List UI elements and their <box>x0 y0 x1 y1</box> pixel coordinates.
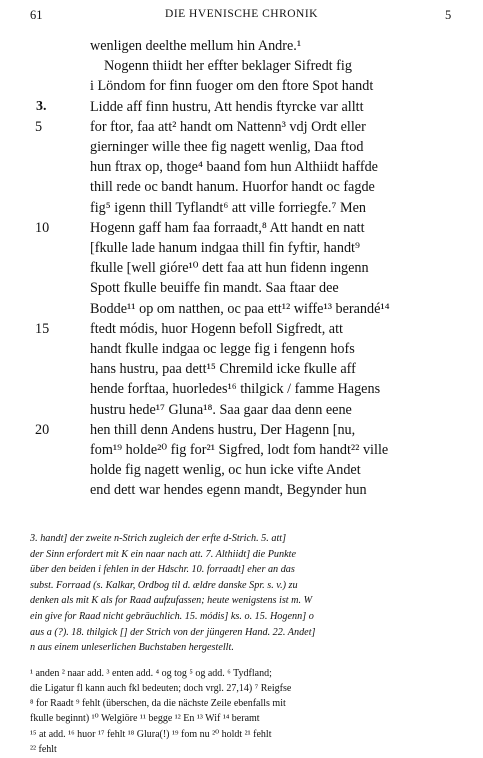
line-text: Hogenn gaff ham faa forraadt,⁸ Att handt en natt <box>90 219 365 236</box>
line-text: handt fkulle indgaa oc legge fig i fengenn hofs <box>90 341 355 357</box>
line-text: i Löndom for finn fuoger om den ftore Spot handt <box>90 78 374 95</box>
line-text: fkulle [well gióre¹⁰ dett faa att hun fidenn ingenn <box>90 260 369 277</box>
page-number-right: 5 <box>445 8 452 22</box>
variant-line: ¹ anden ² naar add. ³ enten add. ⁴ og tog ⁵ og add. ⁶ Tydfland; <box>30 667 272 679</box>
note-line: der Sinn erfordert mit K ein naar nach att. 7. Althiidt] die Punkte <box>30 548 296 560</box>
line-text: end dett war hendes egenn mandt, Begynder hun <box>90 482 367 499</box>
text-line <box>0 78 483 98</box>
line-text: holde fig nagett wenlig, oc hun icke vifte Andet <box>90 462 361 479</box>
line-number: 5 <box>35 118 43 135</box>
line-text: hans hustru, paa dett¹⁵ Chremild icke fkulle aff <box>90 361 356 378</box>
text-line <box>0 240 483 260</box>
text-line <box>0 442 483 462</box>
note-line: ein give for Raad nicht gebräuchlich. 15. módis] ks. o. 15. Hogenn] o <box>30 611 314 622</box>
line-text: Lidde aff finn hustru, Att hendis ftyrcke var alltt <box>90 98 364 115</box>
note-line: aus a (?). 18. thilgick [] der Strich von der jüngeren Hand. 22. Andet] <box>30 626 316 638</box>
running-title: DIE HVENISCHE CHRONIK <box>165 8 318 20</box>
text-line <box>0 38 483 58</box>
line-number: 15 <box>35 320 50 337</box>
text-line <box>0 462 483 482</box>
line-text: fig⁵ igenn thill Tyflandt⁶ att ville forriegfe.⁷ Men <box>90 199 366 216</box>
variant-line: ¹⁵ at add. ¹⁶ huor ¹⁷ fehlt ¹⁸ Glura(!) ¹⁹ fom nu ²⁰ holdt ²¹ fehlt <box>30 728 272 740</box>
line-number: 20 <box>35 421 50 438</box>
text-line <box>0 260 483 280</box>
text-line <box>0 220 483 240</box>
line-text: Spott fkulle beuiffe fin mandt. Saa ftaar dee <box>90 280 339 297</box>
note-line: 3. handt] der zweite n-Strich zugleich der erfte d-Strich. 5. att] <box>30 533 287 544</box>
line-text: hen thill denn Andens hustru, Der Hagenn [nu, <box>90 421 356 438</box>
text-line <box>0 482 483 502</box>
line-text: Bodde¹¹ op om natthen, oc paa ett¹² wiffe¹³ berandé¹⁴ <box>90 300 390 317</box>
text-line <box>0 119 483 139</box>
text-line <box>0 159 483 179</box>
line-text: gierninger wille thee fig nagett wenlig, Daa ftod <box>90 139 364 155</box>
note-line: n aus einem unleserlichen Buchstaben hergestellt. <box>30 642 234 654</box>
line-text: [fkulle lade hanum indgaa thill fin fyftir, handt⁹ <box>90 240 360 256</box>
text-line <box>0 280 483 300</box>
line-text: hende forftaa, huorledes¹⁶ thilgick / famme Hagens <box>90 381 381 398</box>
page-header <box>0 8 483 24</box>
note-line: über den beiden i fehlen in der Hdschr. 10. forraadt] eher an das <box>30 564 295 576</box>
text-line <box>0 422 483 442</box>
variant-line: ²² fehlt <box>30 743 57 755</box>
line-text: ftedt módis, huor Hogenn befoll Sigfredt, att <box>90 320 343 337</box>
line-text: for ftor, faa att² handt om Nattenn³ vdj Ordt eller <box>90 118 366 135</box>
line-text: fom¹⁹ holde²⁰ fig for²¹ Sigfred, lodt fom handt²² ville <box>90 442 389 458</box>
note-line: subst. Forraad (s. Kalkar, Ordbog til d. ældre danske Spr. s. v.) zu <box>30 579 298 591</box>
text-line <box>0 402 483 422</box>
section-marker: 3. <box>36 99 47 114</box>
variant-line: fkulle beginnt) ¹⁰ Welgiöre ¹¹ begge ¹² En ¹³ Wif ¹⁴ beramt <box>30 713 260 725</box>
line-text: hustru hede¹⁷ Gluna¹⁸. Saa gaar daa denn eene <box>90 401 352 418</box>
text-line <box>0 58 483 78</box>
text-line <box>0 361 483 381</box>
variant-line: die Ligatur fl kann auch fkl bedeuten; doch vrgl. 27,14) ⁷ Reigfse <box>30 683 292 694</box>
line-text: Nogenn thiidt her effter beklager Sifredt fig <box>104 58 352 75</box>
text-line <box>0 200 483 220</box>
line-text: thill rede oc bandt hanum. Huorfor handt oc fagde <box>90 179 375 196</box>
text-line <box>0 341 483 361</box>
variant-line: ⁸ for Raadt ⁹ fehlt (überschen, da die nächste Zeile ebenfalls mit <box>30 698 286 710</box>
text-line <box>0 381 483 401</box>
text-line <box>0 139 483 159</box>
line-text: hun ftrax op, thoge⁴ baand fom hun Althiidt haffde <box>90 159 378 176</box>
text-line <box>0 301 483 321</box>
line-number: 10 <box>35 219 50 236</box>
line-text: wenligen deelthe mellum hin Andre.¹ <box>90 38 302 54</box>
page-number-left: 61 <box>30 8 43 22</box>
text-line <box>0 321 483 341</box>
note-line: denken als mit K als for Raad aufzufassen; heute wenigstens ist m. W <box>30 595 313 607</box>
text-line <box>0 179 483 199</box>
text-line <box>0 99 483 119</box>
